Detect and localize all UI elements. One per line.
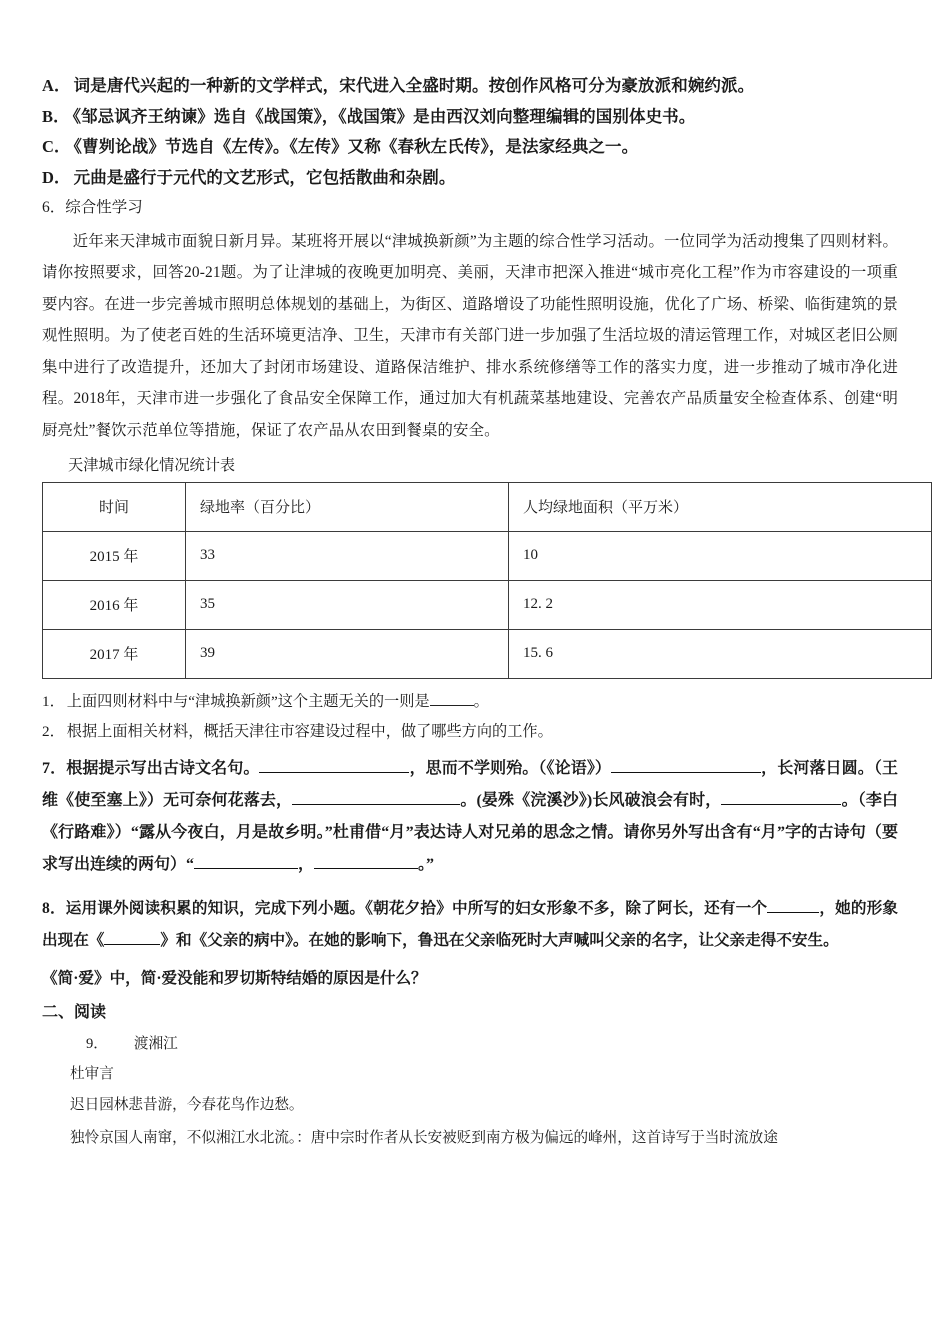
question-7-seg7: 。”	[418, 856, 435, 874]
question-7-seg6: ，	[298, 856, 315, 874]
question-8-tail: 《简·爱》中，简·爱没能和罗切斯特结婚的原因是什么？	[42, 970, 427, 988]
question-8-seg2: ，她的形象出现在《	[42, 900, 898, 950]
subquestion-1-suffix: 。	[473, 692, 489, 710]
choice-label-a: A．	[42, 76, 71, 95]
question-7-seg1: 根据提示写出古诗文名句。	[66, 760, 260, 778]
choice-option-d	[42, 167, 898, 187]
answer-blank[interactable]	[611, 772, 761, 773]
question-6-passage: 近年来天津城市面貌日新月异。某班将开展以“津城换新颜”为主题的综合性学习活动。一位同学为活动搜集了四则材料。请你按照要求，回答20-21题。为了让津城的夜晚更加明亮、美丽，天津市把深入推进“城市亮化工程”作为市容建设的一项重要内容。在进一步完善城市照明总体规划的基础上，为街区、道路增设了功能性照明设施，优化了广场、桥梁、临街建筑的景观性照明。为了使老百姓的生活环境更洁净、卫生，天津市有关部门进一步加强了生活垃圾的清运管理工作，对城区老旧公厕集中进行了改造提升，还加大了封闭市场建设、道路保洁维护、排水系统修缮等工作的落实力度，进一步推动了城市净化进程。2018年，天津市进一步强化了食品安全保障工作，通过加大有机蔬菜基地建设、完善农产品质量安全检查体系、创建“明厨亮灶”餐饮示范单位等措施，保证了农产品从农田到餐桌的安全。	[42, 232, 898, 439]
question-7-seg2: ，思而不学则殆。（《论语》）	[409, 760, 612, 778]
table-row	[43, 629, 932, 678]
answer-blank[interactable]	[314, 868, 418, 869]
question-8-seg3: 》和《父亲的病中》。在她的影响下，鲁迅在父亲临死时大声喊叫父亲的名字，让父亲走得不安生。	[160, 932, 839, 950]
choice-list	[42, 78, 898, 186]
table-header-row	[43, 482, 932, 531]
cell-year-2016: 2016 年	[43, 580, 186, 629]
table-row	[43, 580, 932, 629]
cell-rate-2016: 35	[186, 580, 509, 629]
choice-text-b: 《邹忌讽齐王纳谏》选自《战国策》，《战国策》是由西汉刘向整理编辑的国别体史书。	[72, 106, 696, 126]
poem-item-number: 9．	[86, 1035, 108, 1052]
choice-label-b: B．	[42, 106, 70, 126]
question-7-seg3: ，长河落日圆。（王维《使至塞上》）无可奈何花落去，	[42, 760, 898, 810]
poem-title: 渡湘江	[133, 1035, 178, 1052]
table-header-time: 时间	[43, 482, 186, 531]
choice-label-d: D．	[42, 167, 71, 187]
poem-line-2-with-note: 独怜京国人南窜，不似湘江水北流。：唐中宗时作者从长安被贬到南方极为偏远的峰州，这首诗写于当时流放途	[70, 1129, 778, 1146]
subquestion-2	[42, 724, 898, 739]
cell-area-2016: 12. 2	[509, 580, 932, 629]
table-header-area: 人均绿地面积（平万米）	[509, 482, 932, 531]
subquestion-2-number: 2．	[42, 723, 65, 741]
choice-label-c: C．	[42, 137, 71, 156]
question-6-heading: 6．综合性学习	[42, 199, 143, 216]
cell-year-2017: 2017 年	[43, 629, 186, 678]
choice-option-b	[42, 106, 898, 126]
answer-blank[interactable]	[430, 705, 474, 706]
cell-area-2017: 15. 6	[509, 629, 932, 678]
table-header-rate: 绿地率（百分比）	[186, 482, 509, 531]
greening-statistics-table	[42, 482, 932, 679]
section-2-heading: 二、阅读	[42, 1003, 107, 1021]
subquestion-1	[42, 694, 898, 709]
answer-blank[interactable]	[767, 912, 819, 913]
answer-blank[interactable]	[259, 772, 409, 773]
cell-year-2015: 2015 年	[43, 531, 186, 580]
table-row	[43, 531, 932, 580]
answer-blank[interactable]	[194, 868, 298, 869]
cell-rate-2015: 33	[186, 531, 509, 580]
answer-blank[interactable]	[104, 944, 160, 945]
cell-rate-2017: 39	[186, 629, 509, 678]
question-7	[42, 753, 898, 881]
question-7-seg4: 。(晏殊《浣溪沙》)长风破浪会有时，	[460, 792, 722, 810]
poem-item-number-and-title	[86, 1037, 898, 1052]
choice-text-a: 词是唐代兴起的一种新的文学样式，宋代进入全盛时期。按创作风格可分为豪放派和婉约派。	[73, 76, 755, 95]
table-caption: 天津城市绿化情况统计表	[68, 456, 236, 474]
poem-line-1: 迟日园林悲昔游，今春花鸟作边愁。	[70, 1096, 304, 1113]
subquestion-2-text: 根据上面相关材料，概括天津往市容建设过程中，做了哪些方向的工作。	[66, 723, 553, 741]
choice-option-c	[42, 139, 898, 156]
question-8-number: 8．	[42, 900, 66, 918]
poem-author: 杜审言	[70, 1066, 114, 1083]
choice-text-d: 元曲是盛行于元代的文艺形式，它包括散曲和杂剧。	[73, 167, 456, 187]
choice-text-c: 《曹刿论战》节选自《左传》。《左传》又称《春秋左氏传》，是法家经典之一。	[73, 137, 639, 156]
answer-blank[interactable]	[721, 804, 841, 805]
question-8-seg1: 运用课外阅读积累的知识，完成下列小题。《朝花夕拾》中所写的妇女形象不多，除了阿长，还有一个	[65, 900, 768, 918]
question-7-number: 7．	[42, 760, 67, 778]
choice-option-a	[42, 78, 898, 95]
question-8	[42, 893, 898, 957]
subquestion-1-text: 上面四则材料中与“津城换新颜”这个主题无关的一则是	[66, 692, 430, 710]
subquestion-1-number: 1．	[42, 692, 65, 710]
question-7-seg5: 。（李白《行路难》）“露从今夜白，月是故乡明。”杜甫借“月”表达诗人对兄弟的思念之情。请你另外写出含有“月”字的古诗句（要求写出连续的两句）“	[42, 792, 898, 874]
cell-area-2015: 10	[509, 531, 932, 580]
answer-blank[interactable]	[292, 804, 460, 805]
